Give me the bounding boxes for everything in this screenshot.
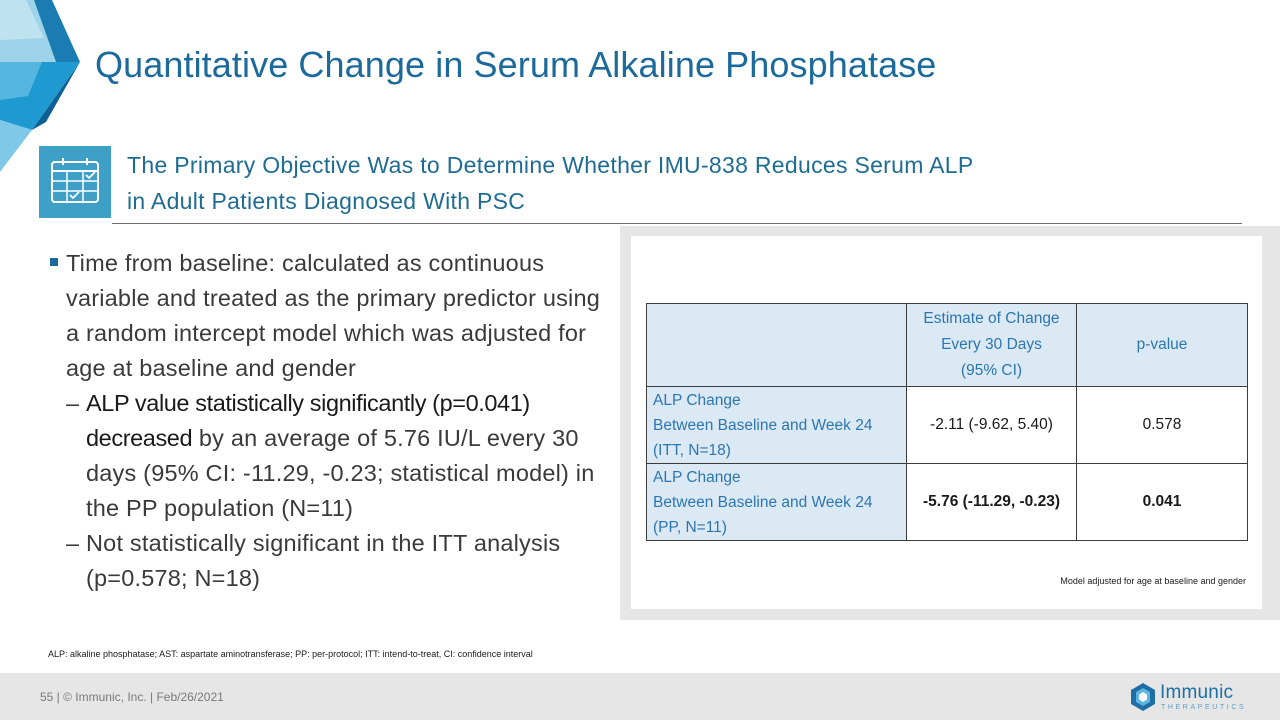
row-label-line-3: (PP, N=11) [653,518,727,536]
objective-line-2: in Adult Patients Diagnosed With PSC [127,188,526,214]
bullet-sub-2-text: Not statistically significant in the ITT analysis (p=0.578; N=18) [86,530,561,591]
dash-bullet-icon: – [66,530,80,556]
row-pvalue: 0.578 [1077,387,1248,464]
row-label-line-1: ALP Change [653,468,741,486]
row-label-line-3: (ITT, N=18) [653,441,731,459]
dash-bullet-icon: – [66,390,80,416]
primary-objective [127,147,974,219]
calendar-check-icon [39,146,111,218]
bullet-sub-1-bold-b: decreased [86,425,193,451]
table-header-estimate [907,304,1077,387]
bullet-main [46,246,606,386]
row-estimate: -2.11 (-9.62, 5.40) [907,387,1077,464]
bullet-sub-2 [46,526,606,596]
table-header-pvalue: p-value [1077,304,1248,387]
row-estimate: -5.76 (-11.29, -0.23) [907,464,1077,541]
bullet-sub-1 [46,386,606,526]
divider [112,223,1242,224]
logo-name: Immunic [1160,682,1234,703]
bullet-sub-1-text: by an average of 5.76 IU/L every 30 days (95% CI: -11.29, -0.23; statistical model) in the PP population (N=11) [86,425,595,521]
page-title: Quantitative Change in Serum Alkaline Phosphatase [95,44,937,85]
table-header-row [647,304,1248,387]
objective-line-1: The Primary Objective Was to Determine Whether IMU-838 Reduces Serum ALP [127,152,974,178]
bullet-main-text: Time from baseline: calculated as continuous variable and treated as the primary predictor using a random intercept model which was adjusted for age at baseline and gender [66,250,601,381]
row-label [647,387,907,464]
header-estimate-line-1: Estimate of Change [923,310,1060,327]
row-label [647,464,907,541]
header-estimate-line-2: Every 30 Days [941,336,1042,353]
logo-mark-icon [1131,683,1155,711]
footer-text: 55 | © Immunic, Inc. | Feb/26/2021 [40,690,224,704]
header-estimate-line-3: (95% CI) [960,362,1023,379]
abbreviation-footnote: ALP: alkaline phosphatase; AST: aspartate aminotransferase; PP: per-protocol; ITT: intend-to-treat, CI: confidence interval [48,649,533,659]
row-label-line-2: Between Baseline and Week 24 [653,493,873,511]
bullet-sub-1-bold-a: ALP value statistically significantly (p=0.041) [86,390,530,416]
row-label-line-2: Between Baseline and Week 24 [653,416,873,434]
row-pvalue: 0.041 [1077,464,1248,541]
model-note: Model adjusted for age at baseline and gender [1060,576,1246,586]
row-label-line-1: ALP Change [653,391,741,409]
table-header-empty [647,304,907,387]
table-row [647,387,1248,464]
table-row [647,464,1248,541]
logo-subtitle: THERAPEUTICS [1161,704,1247,711]
square-bullet-icon [50,258,58,266]
immunic-logo [1131,681,1246,715]
bullet-list [46,246,606,596]
results-table [646,303,1248,541]
